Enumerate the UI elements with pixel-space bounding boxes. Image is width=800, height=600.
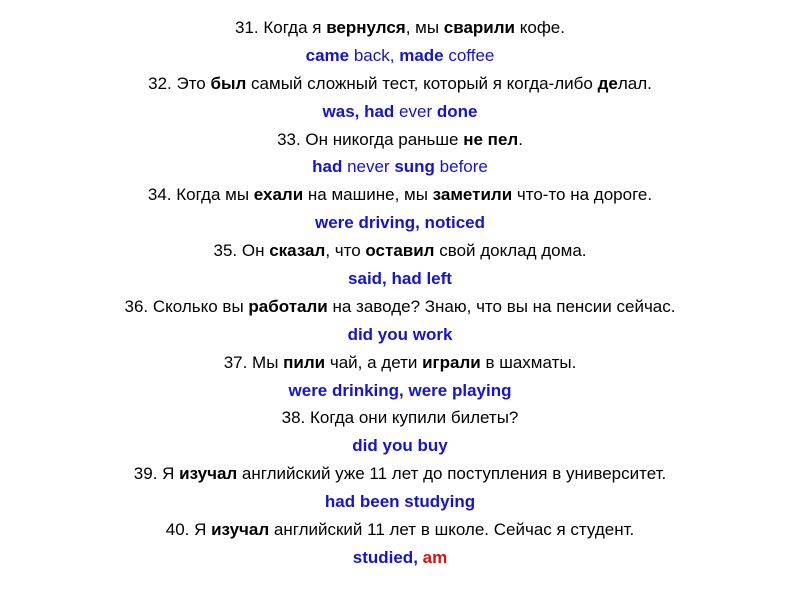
sentence-text: , что [325, 241, 366, 261]
highlighted-verb: came [305, 45, 350, 65]
sentence-text: кофе. [515, 18, 565, 37]
highlighted-verb: was, had [322, 101, 395, 121]
highlighted-verb: пили [283, 352, 326, 372]
highlighted-verb: изучал [211, 520, 270, 540]
russian-sentence [0, 404, 800, 432]
english-answer [0, 321, 800, 349]
sentence-text: . [518, 129, 523, 149]
sentence-text: в шахматы. [480, 352, 577, 372]
russian-sentence [0, 126, 800, 154]
english-answer [0, 377, 800, 405]
english-answer [0, 265, 800, 293]
english-answer [0, 98, 800, 126]
highlighted-verb: сварили [443, 18, 516, 37]
sentence-text: английский 11 лет в школе. Сейчас я студент. [269, 520, 635, 540]
russian-sentence [0, 349, 800, 377]
sentence-text: что-то на дороге. [512, 185, 653, 205]
highlighted-verb: работали [248, 296, 328, 316]
sentence-text: 36. Сколько вы [124, 296, 249, 316]
sentence-text: чай, а дети [325, 352, 423, 372]
highlighted-verb: не пел [463, 129, 519, 149]
highlighted-verb: оставил [365, 241, 435, 261]
highlighted-verb: sung [394, 157, 435, 177]
highlighted-verb: был [210, 73, 247, 93]
highlighted-verb: said, had left [348, 269, 452, 289]
sentence-text: 40. Я [165, 520, 212, 540]
highlighted-verb: done [436, 101, 478, 121]
russian-sentence [0, 70, 800, 98]
highlighted-verb: заметили [432, 185, 513, 205]
highlighted-verb: had [312, 157, 343, 177]
highlighted-verb: studied, [352, 547, 423, 567]
highlighted-verb: am [422, 547, 448, 567]
sentence-text: на заводе? Знаю, что вы на пенсии сейчас. [327, 296, 676, 316]
sentence-text: ever [394, 101, 437, 121]
sentence-text: 38. Когда они купили билеты? [281, 408, 519, 428]
sentence-text: на машине, мы [303, 185, 433, 205]
highlighted-verb: made [399, 45, 444, 65]
russian-sentence [0, 14, 800, 42]
sentence-text: лал. [617, 73, 652, 93]
sentence-text: 33. Он никогда раньше [277, 129, 464, 149]
russian-sentence [0, 293, 800, 321]
russian-sentence [0, 460, 800, 488]
sentence-text: 39. Я [133, 464, 180, 484]
highlighted-verb: де [597, 73, 618, 93]
russian-sentence [0, 516, 800, 544]
sentence-text: , мы [405, 18, 444, 37]
sentence-text: coffee [443, 45, 495, 65]
highlighted-verb: сказал [269, 241, 326, 261]
english-answer [0, 432, 800, 460]
highlighted-verb: had been studying [324, 492, 476, 512]
sentence-text: свой доклад дома. [434, 241, 587, 261]
sentence-text: before [434, 157, 488, 177]
sentence-text: английский уже 11 лет до поступления в университет. [237, 464, 667, 484]
english-answer [0, 544, 800, 572]
sentence-text: 32. Это [148, 73, 211, 93]
sentence-text: 31. Когда я [235, 18, 327, 37]
english-answer [0, 42, 800, 70]
highlighted-verb: were driving, noticed [314, 213, 486, 233]
english-answer [0, 209, 800, 237]
highlighted-verb: вернулся [326, 18, 406, 37]
sentence-text: 35. Он [213, 241, 270, 261]
sentence-text: back, [349, 45, 400, 65]
sentence-text: never [342, 157, 395, 177]
sentence-text: самый сложный тест, который я когда-либо [246, 73, 598, 93]
russian-sentence [0, 237, 800, 265]
highlighted-verb: did you work [347, 324, 453, 344]
sentence-text: 37. Мы [223, 352, 284, 372]
highlighted-verb: изучал [179, 464, 238, 484]
english-answer [0, 153, 800, 181]
highlighted-verb: играли [422, 352, 481, 372]
english-answer [0, 488, 800, 516]
russian-sentence [0, 181, 800, 209]
highlighted-verb: were drinking, were playing [288, 380, 512, 400]
highlighted-verb: ехали [253, 185, 304, 205]
highlighted-verb: did you buy [352, 436, 448, 456]
sentence-text: 34. Когда мы [147, 185, 254, 205]
